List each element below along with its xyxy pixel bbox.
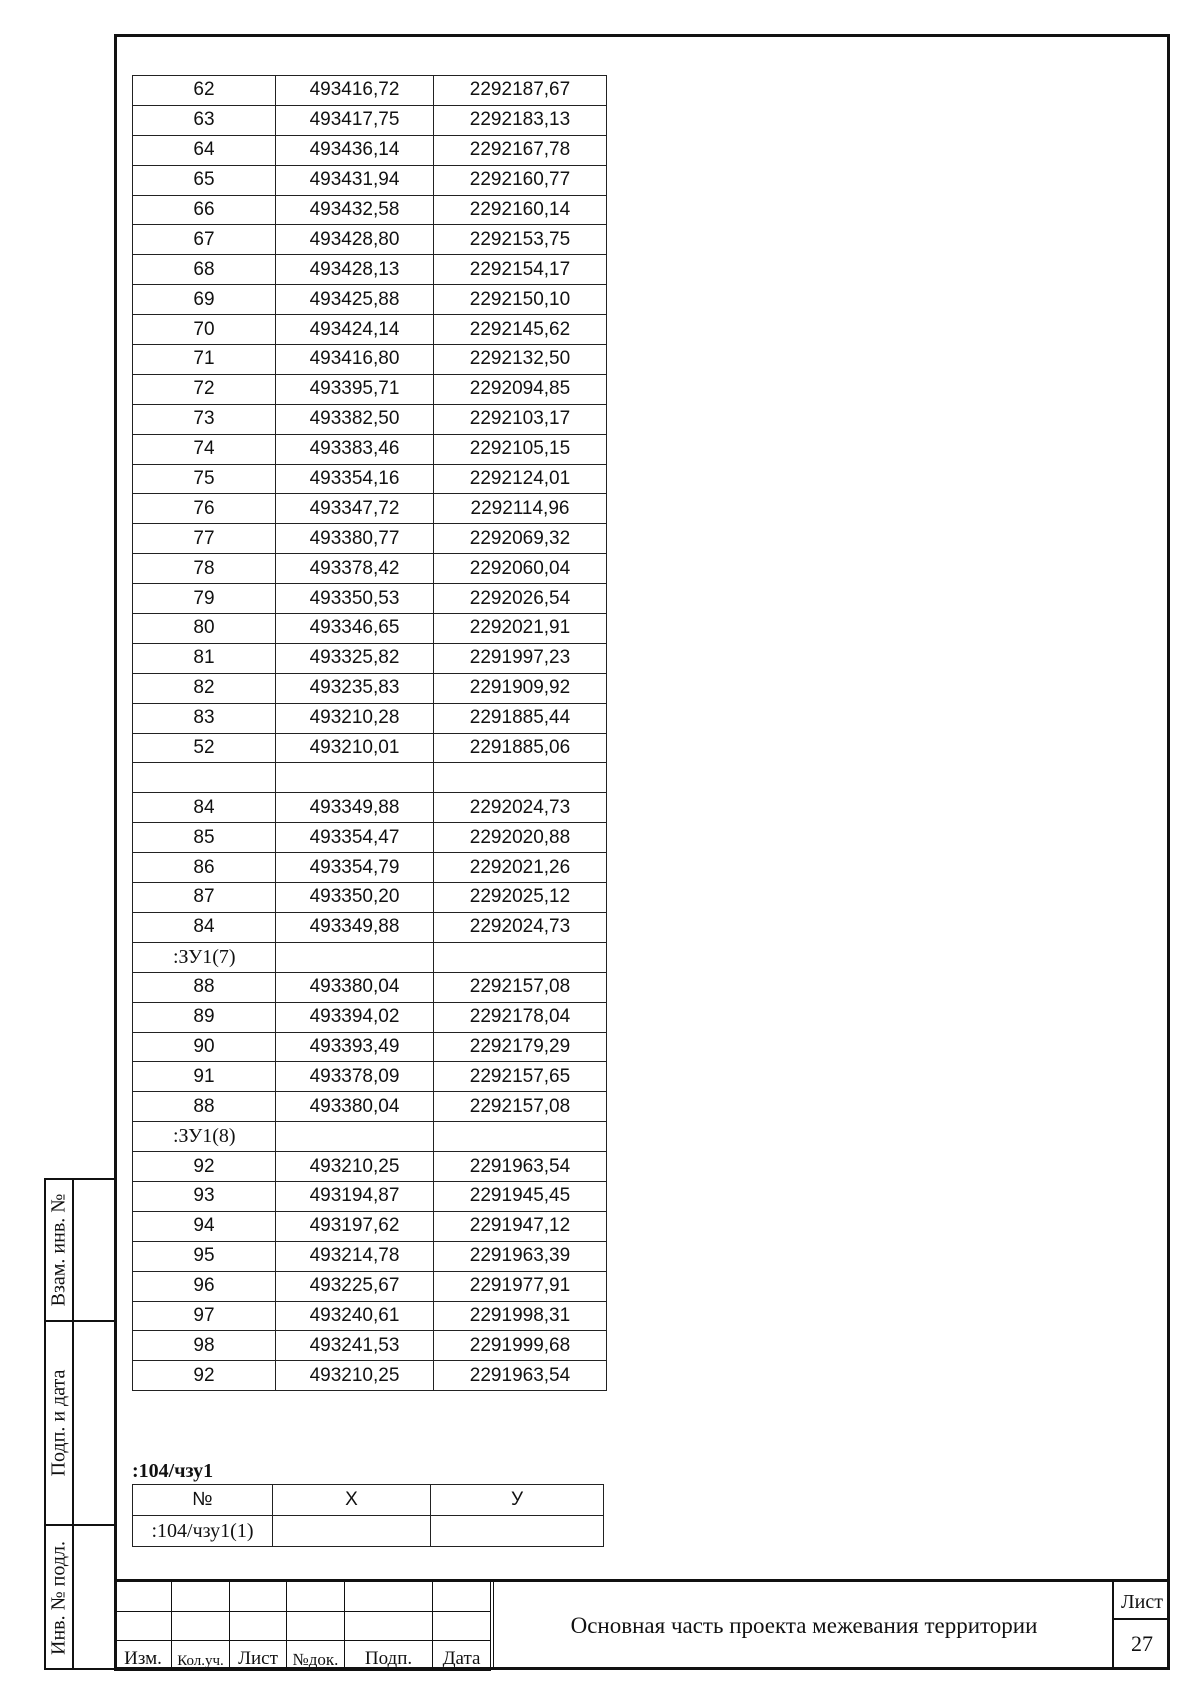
- point-number: 96: [133, 1271, 276, 1301]
- coord-y: 2292160,77: [434, 165, 607, 195]
- coord-y: 2292024,73: [434, 793, 607, 823]
- sheet-label: Лист: [1114, 1582, 1170, 1620]
- coord-y: 2292183,13: [434, 105, 607, 135]
- table-row: [133, 883, 607, 913]
- table-row: [133, 345, 607, 375]
- point-number: 98: [133, 1331, 276, 1361]
- coord-x: 493347,72: [276, 494, 434, 524]
- table-row: [133, 105, 607, 135]
- coord-y: 2291997,23: [434, 643, 607, 673]
- table-row: [133, 135, 607, 165]
- sheet-number: 27: [1131, 1631, 1153, 1656]
- coord-y: 2291945,45: [434, 1181, 607, 1211]
- coord-y: 2292021,91: [434, 614, 607, 644]
- coord-y: 2292132,50: [434, 345, 607, 375]
- coord-y: 2292021,26: [434, 853, 607, 883]
- point-number: 71: [133, 345, 276, 375]
- table-row: [133, 1241, 607, 1271]
- revision-row: [115, 1611, 491, 1640]
- coord-y: 2292020,88: [434, 823, 607, 853]
- header-y: У: [431, 1485, 604, 1516]
- coord-x: 493210,25: [276, 1361, 434, 1391]
- coord-x: 493349,88: [276, 912, 434, 942]
- table-row: [133, 763, 607, 793]
- point-number: 78: [133, 554, 276, 584]
- section-first-row-label: :104/чзу1(1): [133, 1516, 273, 1547]
- coord-x: 493380,04: [276, 972, 434, 1002]
- cell-y: [431, 1516, 604, 1547]
- coord-y: 2292024,73: [434, 912, 607, 942]
- coord-x: 493436,14: [276, 135, 434, 165]
- coord-y: 2292026,54: [434, 584, 607, 614]
- coord-x: 493350,53: [276, 584, 434, 614]
- table-row: [133, 76, 607, 106]
- table-row: [133, 733, 607, 763]
- coord-y: 2292025,12: [434, 883, 607, 913]
- coord-x: 493225,67: [276, 1271, 434, 1301]
- point-number: 80: [133, 614, 276, 644]
- coord-x: 493382,50: [276, 404, 434, 434]
- stamp-vzam-cell: [46, 1180, 114, 1322]
- point-number: 93: [133, 1181, 276, 1211]
- point-number: 65: [133, 165, 276, 195]
- stamp-inv-label: Инв. № подл.: [47, 1541, 70, 1655]
- section-label-row: [133, 1122, 607, 1152]
- point-number: 92: [133, 1361, 276, 1391]
- coord-y: 2291947,12: [434, 1211, 607, 1241]
- table-row: [133, 285, 607, 315]
- coord-y: 2292105,15: [434, 434, 607, 464]
- coord-y: 2292160,14: [434, 195, 607, 225]
- coord-y: [434, 763, 607, 793]
- coord-x: 493428,80: [276, 225, 434, 255]
- coord-y: 2292157,08: [434, 1092, 607, 1122]
- point-number: 70: [133, 315, 276, 345]
- point-number: 79: [133, 584, 276, 614]
- point-number: 52: [133, 733, 276, 763]
- empty-cell: [276, 942, 434, 972]
- coord-x: 493241,53: [276, 1331, 434, 1361]
- coord-x: 493325,82: [276, 643, 434, 673]
- table-row: [133, 912, 607, 942]
- point-number: 88: [133, 1092, 276, 1122]
- coord-x: 493416,72: [276, 76, 434, 106]
- coord-x: 493394,02: [276, 1002, 434, 1032]
- point-number: 77: [133, 524, 276, 554]
- coord-y: 2292167,78: [434, 135, 607, 165]
- label-list: Лист: [230, 1640, 287, 1670]
- coord-y: 2291963,54: [434, 1361, 607, 1391]
- table-row: [133, 434, 607, 464]
- table-row: [133, 673, 607, 703]
- table-row: [133, 1152, 607, 1182]
- label-izm: Изм.: [115, 1640, 172, 1670]
- coord-x: 493425,88: [276, 285, 434, 315]
- coord-x: 493378,42: [276, 554, 434, 584]
- coord-x: 493197,62: [276, 1211, 434, 1241]
- coord-x: 493210,25: [276, 1152, 434, 1182]
- point-number: 97: [133, 1301, 276, 1331]
- point-number: 76: [133, 494, 276, 524]
- point-number: 83: [133, 703, 276, 733]
- point-number: 91: [133, 1062, 276, 1092]
- stamp-podp-label: Подп. и дата: [47, 1369, 70, 1477]
- empty-cell: [434, 1122, 607, 1152]
- coord-y: 2291885,06: [434, 733, 607, 763]
- table-row: [133, 494, 607, 524]
- coordinates-table: [132, 75, 607, 1391]
- table-row: [133, 1062, 607, 1092]
- coord-y: 2292124,01: [434, 464, 607, 494]
- coord-x: 493194,87: [276, 1181, 434, 1211]
- coord-y: 2292187,67: [434, 76, 607, 106]
- coord-y: 2291909,92: [434, 673, 607, 703]
- point-number: 86: [133, 853, 276, 883]
- coord-y: 2291963,54: [434, 1152, 607, 1182]
- coord-x: 493240,61: [276, 1301, 434, 1331]
- coord-y: 2292178,04: [434, 1002, 607, 1032]
- point-number: 64: [133, 135, 276, 165]
- coord-y: 2292179,29: [434, 1032, 607, 1062]
- empty-cell: [434, 942, 607, 972]
- table-row: [133, 1331, 607, 1361]
- coord-y: 2292103,17: [434, 404, 607, 434]
- table-row: [133, 404, 607, 434]
- revision-labels-row: [115, 1640, 491, 1670]
- sheet-number-box: [1112, 1582, 1170, 1670]
- point-number: 85: [133, 823, 276, 853]
- stamp-podp-cell: [46, 1322, 114, 1526]
- table-row: [133, 972, 607, 1002]
- coord-x: 493424,14: [276, 315, 434, 345]
- coord-x: [276, 763, 434, 793]
- point-number: 66: [133, 195, 276, 225]
- table-row: [133, 643, 607, 673]
- point-number: [133, 763, 276, 793]
- section-header-table: [132, 1484, 604, 1547]
- coord-y: 2292150,10: [434, 285, 607, 315]
- point-number: 75: [133, 464, 276, 494]
- coord-y: 2291885,44: [434, 703, 607, 733]
- stamp-inv-cell: [46, 1526, 114, 1670]
- table-row: [133, 1032, 607, 1062]
- coord-y: 2292060,04: [434, 554, 607, 584]
- point-number: 69: [133, 285, 276, 315]
- point-number: 67: [133, 225, 276, 255]
- header-number: №: [133, 1485, 273, 1516]
- point-number: 88: [133, 972, 276, 1002]
- coord-y: 2291977,91: [434, 1271, 607, 1301]
- point-number: 62: [133, 76, 276, 106]
- coord-x: 493432,58: [276, 195, 434, 225]
- coord-y: 2291998,31: [434, 1301, 607, 1331]
- point-number: 94: [133, 1211, 276, 1241]
- point-number: 89: [133, 1002, 276, 1032]
- table-row: [133, 315, 607, 345]
- coord-x: 493354,16: [276, 464, 434, 494]
- table-row: [133, 1516, 604, 1547]
- coord-x: 493354,79: [276, 853, 434, 883]
- coord-x: 493349,88: [276, 793, 434, 823]
- coord-x: 493393,49: [276, 1032, 434, 1062]
- label-podp: Подп.: [345, 1640, 433, 1670]
- coord-x: 493214,78: [276, 1241, 434, 1271]
- point-number: 81: [133, 643, 276, 673]
- point-number: 84: [133, 793, 276, 823]
- header-x: X: [273, 1485, 431, 1516]
- coord-x: 493350,20: [276, 883, 434, 913]
- section-title: :104/чзу1: [132, 1460, 214, 1482]
- point-number: 72: [133, 374, 276, 404]
- coord-x: 493210,28: [276, 703, 434, 733]
- table-row: [133, 703, 607, 733]
- stamp-vzam-label: Взам. инв. №: [47, 1193, 70, 1307]
- coord-x: 493417,75: [276, 105, 434, 135]
- coord-x: 493380,77: [276, 524, 434, 554]
- label-data: Дата: [433, 1640, 491, 1670]
- coord-x: 493395,71: [276, 374, 434, 404]
- table-row: [133, 1361, 607, 1391]
- point-number: 92: [133, 1152, 276, 1182]
- empty-cell: [276, 1122, 434, 1152]
- point-number: 74: [133, 434, 276, 464]
- coord-y: 2292154,17: [434, 255, 607, 285]
- section-label: :ЗУ1(8): [133, 1122, 276, 1152]
- coord-x: 493235,83: [276, 673, 434, 703]
- point-number: 95: [133, 1241, 276, 1271]
- table-row: [133, 853, 607, 883]
- table-row: [133, 614, 607, 644]
- revision-row: [115, 1582, 491, 1611]
- point-number: 63: [133, 105, 276, 135]
- table-row: [133, 165, 607, 195]
- title-block: [114, 1579, 1170, 1670]
- coord-y: 2292114,96: [434, 494, 607, 524]
- table-row: [133, 195, 607, 225]
- coord-y: 2292069,32: [434, 524, 607, 554]
- table-row: [133, 584, 607, 614]
- coord-x: 493428,13: [276, 255, 434, 285]
- table-row: [133, 374, 607, 404]
- coord-x: 493383,46: [276, 434, 434, 464]
- table-header-row: [133, 1485, 604, 1516]
- point-number: 84: [133, 912, 276, 942]
- table-row: [133, 255, 607, 285]
- point-number: 68: [133, 255, 276, 285]
- document-title: Основная часть проекта межевания территории: [570, 1613, 1038, 1638]
- coord-y: 2291999,68: [434, 1331, 607, 1361]
- coord-y: 2292145,62: [434, 315, 607, 345]
- section-label-row: [133, 942, 607, 972]
- coord-x: 493416,80: [276, 345, 434, 375]
- cell-x: [273, 1516, 431, 1547]
- section-label: :ЗУ1(7): [133, 942, 276, 972]
- table-row: [133, 823, 607, 853]
- point-number: 87: [133, 883, 276, 913]
- table-row: [133, 554, 607, 584]
- revision-grid: [114, 1582, 491, 1671]
- label-ndok: №док.: [287, 1640, 345, 1670]
- table-row: [133, 1002, 607, 1032]
- coord-y: 2292157,65: [434, 1062, 607, 1092]
- coord-x: 493378,09: [276, 1062, 434, 1092]
- table-row: [133, 1092, 607, 1122]
- coord-y: 2292094,85: [434, 374, 607, 404]
- point-number: 73: [133, 404, 276, 434]
- point-number: 82: [133, 673, 276, 703]
- table-row: [133, 1211, 607, 1241]
- table-row: [133, 1301, 607, 1331]
- label-kol-uch: Кол.уч.: [172, 1640, 230, 1670]
- table-row: [133, 1271, 607, 1301]
- table-row: [133, 1181, 607, 1211]
- table-row: [133, 464, 607, 494]
- coord-x: 493380,04: [276, 1092, 434, 1122]
- coord-y: 2291963,39: [434, 1241, 607, 1271]
- coord-x: 493431,94: [276, 165, 434, 195]
- table-row: [133, 524, 607, 554]
- coord-x: 493346,65: [276, 614, 434, 644]
- coord-y: 2292153,75: [434, 225, 607, 255]
- table-row: [133, 793, 607, 823]
- coord-x: 493210,01: [276, 733, 434, 763]
- coord-x: 493354,47: [276, 823, 434, 853]
- table-row: [133, 225, 607, 255]
- side-stamp: [44, 1178, 114, 1670]
- point-number: 90: [133, 1032, 276, 1062]
- coord-y: 2292157,08: [434, 972, 607, 1002]
